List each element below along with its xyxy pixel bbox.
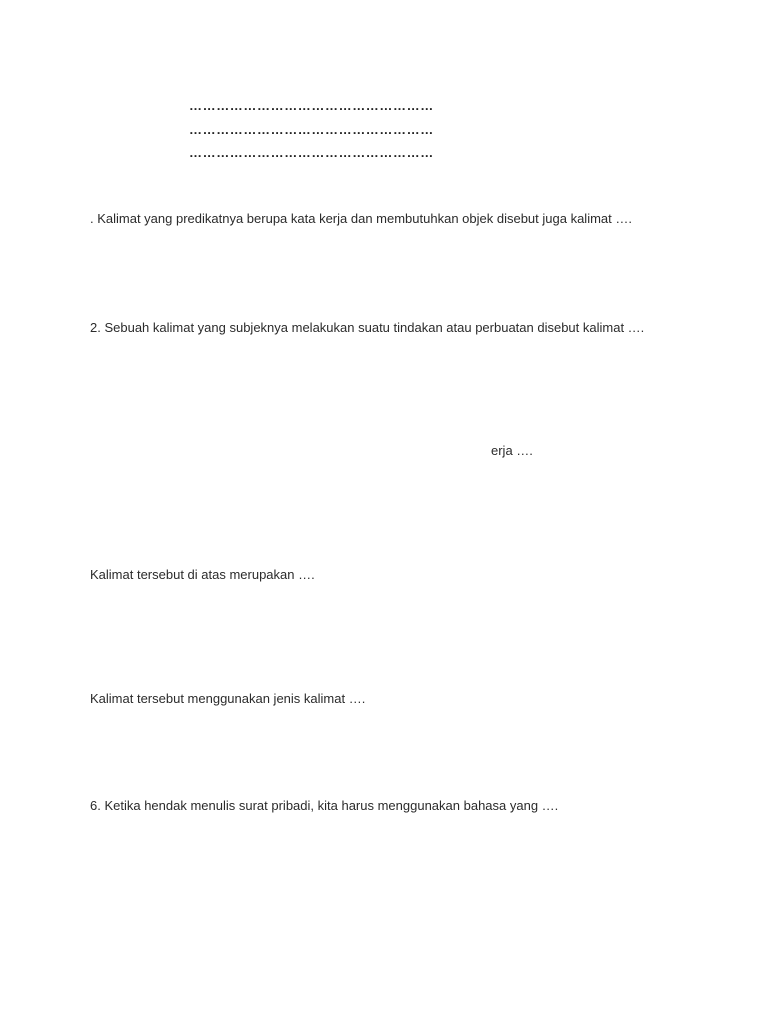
- question-1: . Kalimat yang predikatnya berupa kata kerja dan membutuhkan objek disebut juga kalimat ….: [90, 211, 632, 226]
- dotted-line-2: ………………………………………………: [189, 122, 434, 137]
- question-5: Kalimat tersebut menggunakan jenis kalimat ….: [90, 691, 366, 706]
- dotted-line-1: ………………………………………………: [189, 98, 434, 113]
- question-4: Kalimat tersebut di atas merupakan ….: [90, 567, 315, 582]
- question-2: 2. Sebuah kalimat yang subjeknya melakukan suatu tindakan atau perbuatan disebut kalimat ….: [90, 320, 645, 335]
- question-6: 6. Ketika hendak menulis surat pribadi, kita harus menggunakan bahasa yang ….: [90, 798, 559, 813]
- question-3-fragment: erja ….: [491, 443, 533, 458]
- dotted-line-3: ………………………………………………: [189, 145, 434, 160]
